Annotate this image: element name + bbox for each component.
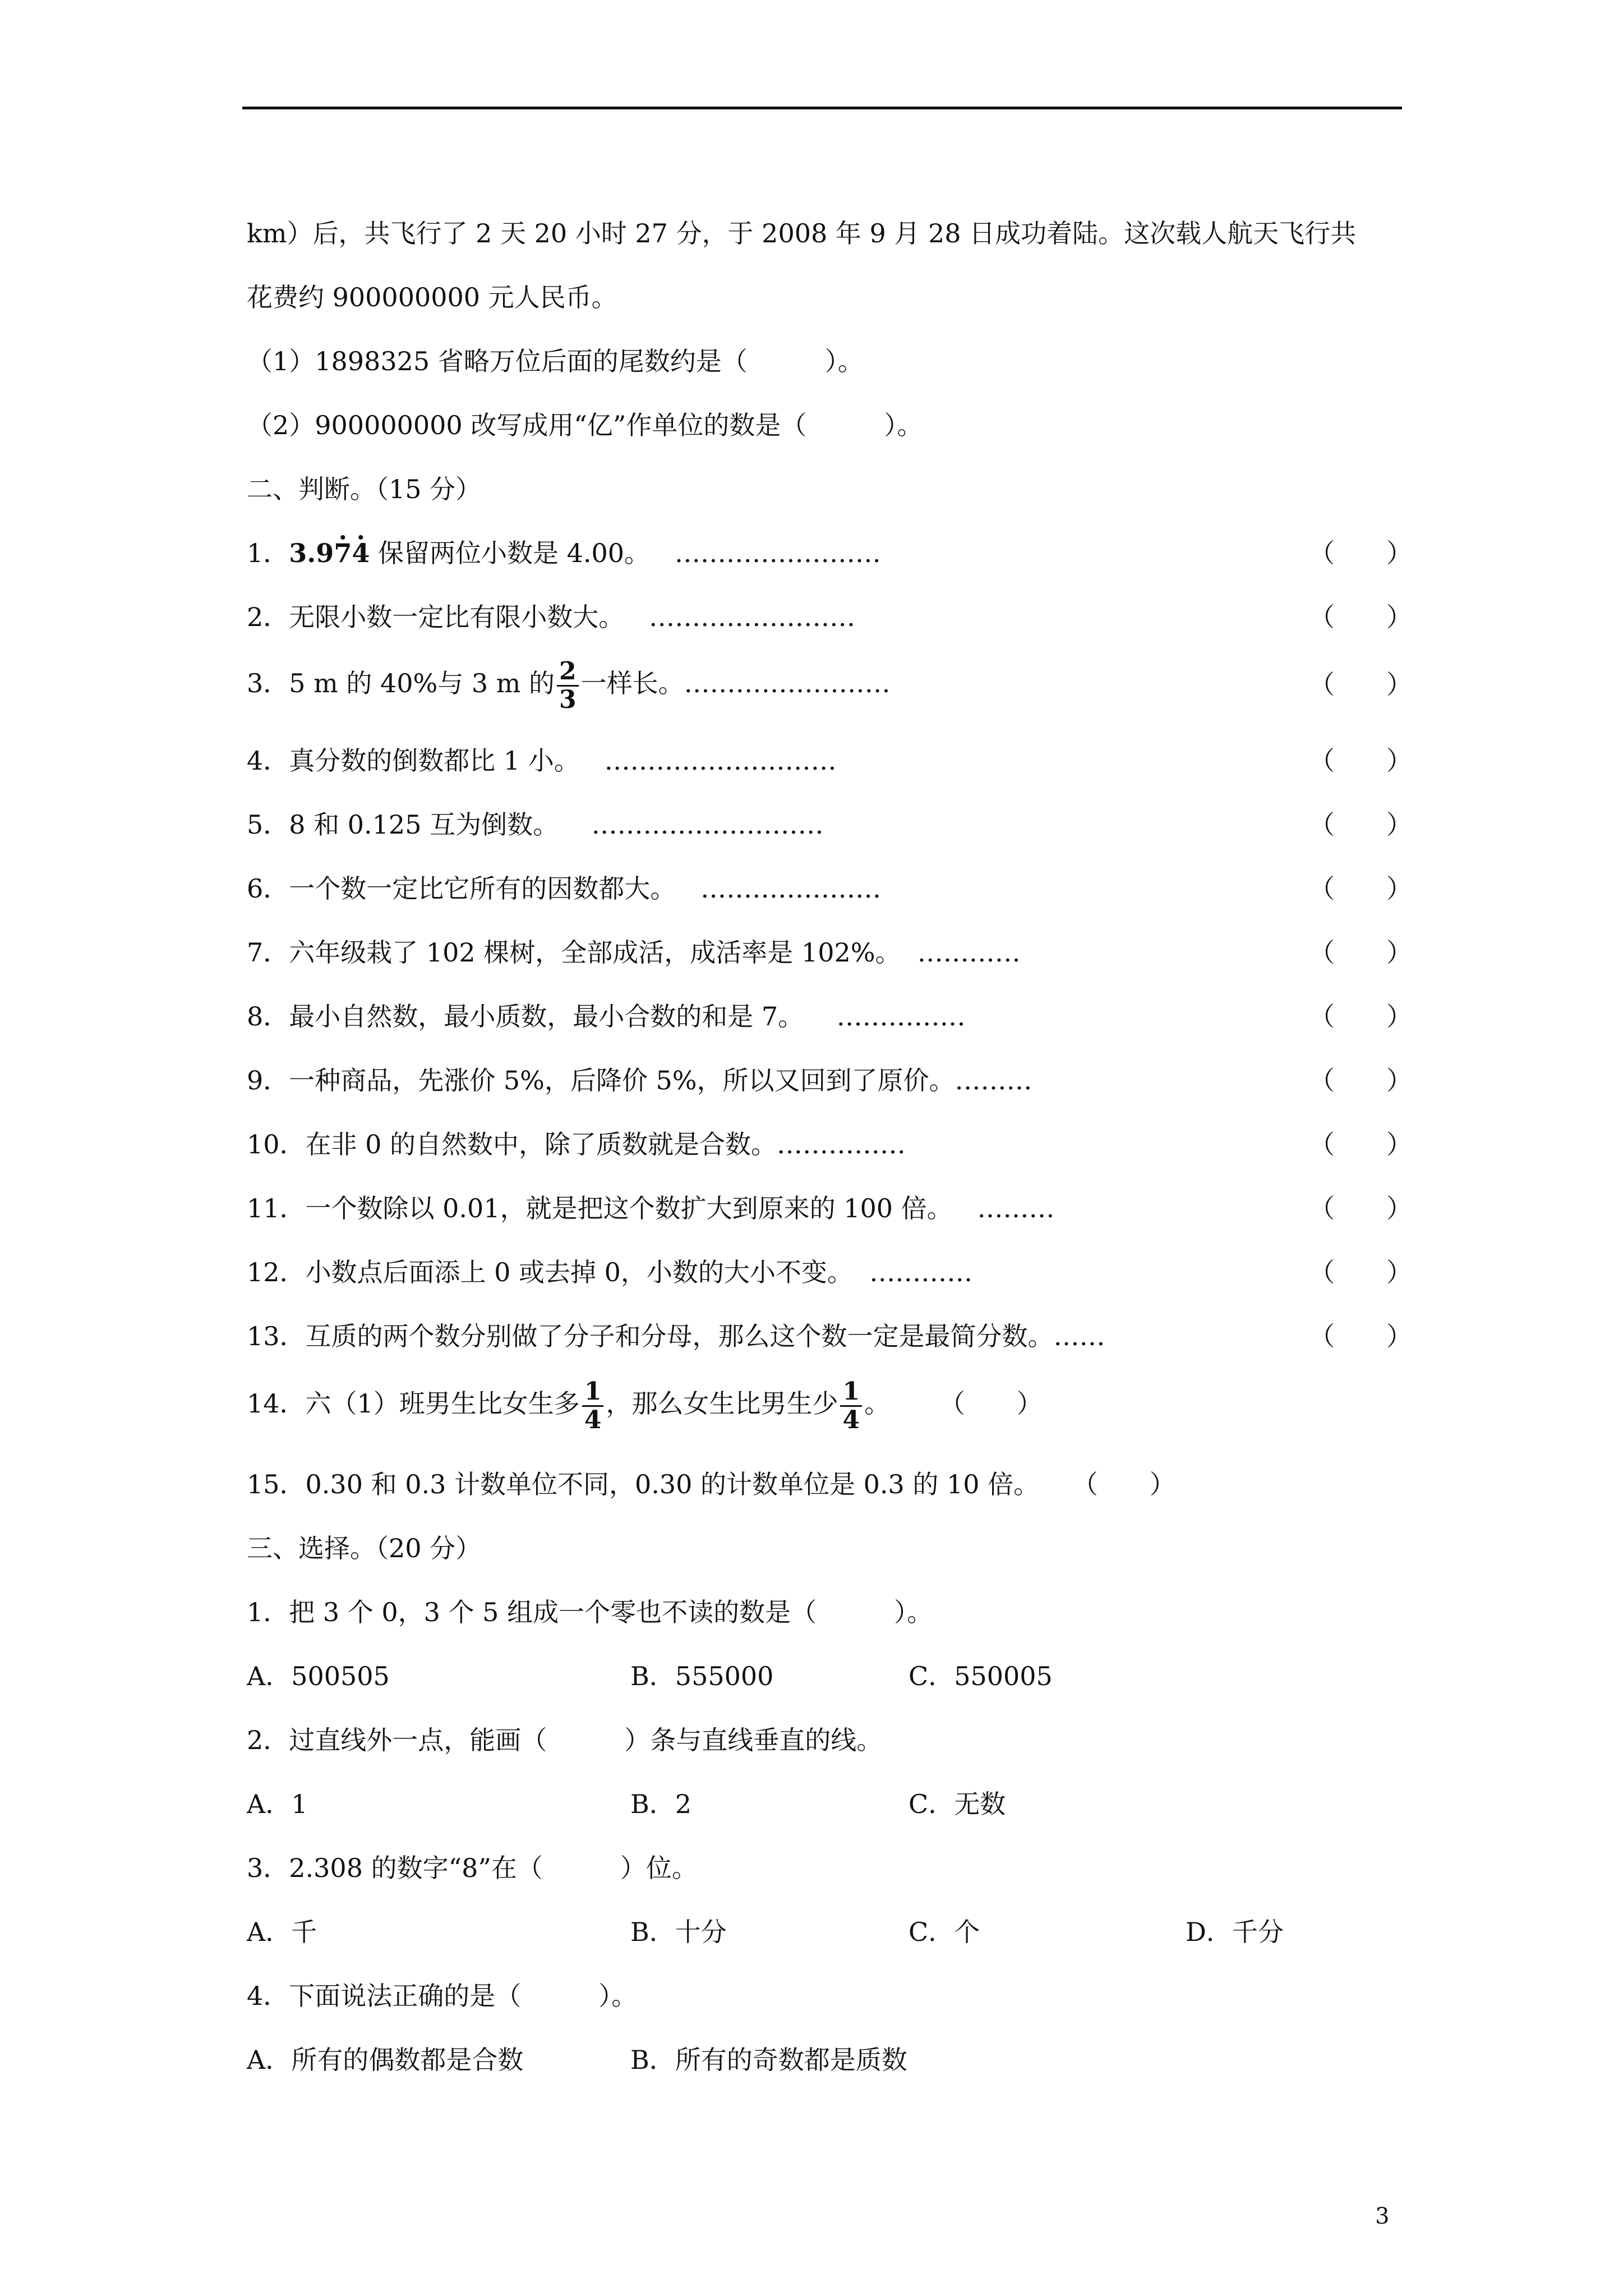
answer-paren-1[interactable]: （ ） [1309, 538, 1412, 568]
context-line-1: km）后，共飞行了 2 天 20 小时 27 分，于 2008 年 9 月 28 日成功着陆。这次载人航天飞行共 [247, 218, 1357, 249]
judge-q11: 11．一个数除以 0.01，就是把这个数扩大到原来的 100 倍。 ……… [247, 1193, 1055, 1223]
fraction-one-fourth: $\frac{1}{4}$ [582, 1378, 604, 1434]
choice-q2: 2．过直线外一点，能画（ ）条与直线垂直的线。 [247, 1725, 883, 1755]
answer-paren-5[interactable]: （ ） [1309, 809, 1412, 840]
judge-q8: 8．最小自然数，最小质数，最小合数的和是 7。 …………… [247, 1001, 966, 1032]
judge-q4: 4．真分数的倒数都比 1 小。 ……………………… [247, 746, 837, 776]
repeating-decimal: 3.97 ·4 · [289, 538, 370, 568]
context-line-2: 花费约 900000000 元人民币。 [247, 282, 617, 312]
leader-dots: …………… [836, 1001, 966, 1032]
answer-paren-13[interactable]: （ ） [1309, 1321, 1412, 1351]
answer-paren-9[interactable]: （ ） [1309, 1065, 1412, 1096]
judge-q3: 3．5 m 的 40%与 3 m 的 $\frac{2}{3}$ 一样长。…………………… [247, 656, 891, 714]
leader-dots: ………………… [700, 873, 882, 904]
choice-q3: 3．2.308 的数字“8”在（ ）位。 [247, 1853, 698, 1883]
choice-q3-option-c[interactable]: C．个 [909, 1917, 980, 1947]
choice-q2-option-c[interactable]: C．无数 [909, 1789, 1006, 1819]
judge-q15: 15．0.30 和 0.3 计数单位不同，0.30 的计数单位是 0.3 的 10 倍。 （ ） [247, 1469, 1175, 1499]
choice-q1-option-b[interactable]: B．555000 [630, 1661, 774, 1691]
sub-question-2: （2）900000000 改写成用“亿”作单位的数是（ ）。 [247, 410, 923, 440]
answer-paren-10[interactable]: （ ） [1309, 1129, 1412, 1159]
answer-paren-12[interactable]: （ ） [1309, 1257, 1412, 1287]
choice-q4-option-b[interactable]: B．所有的奇数都是质数 [630, 2045, 907, 2075]
judge-q10: 10．在非 0 的自然数中，除了质数就是合数。…………… [247, 1129, 906, 1159]
leader-dots: …………………… [674, 538, 881, 568]
leader-dots: …………………… [649, 602, 856, 632]
judge-q13: 13．互质的两个数分别做了分子和分母，那么这个数一定是最简分数。…… [247, 1321, 1105, 1351]
leader-dots: …………… [777, 1129, 906, 1159]
leader-dots: ………… [917, 937, 1021, 968]
judge-q7: 7．六年级栽了 102 棵树，全部成活，成活率是 102%。 ………… [247, 937, 1021, 968]
answer-paren-14[interactable]: （ ） [939, 1388, 1043, 1419]
judge-q2: 2．无限小数一定比有限小数大。 …………………… [247, 602, 856, 632]
choice-q4-option-a[interactable]: A．所有的偶数都是合数 [247, 2045, 524, 2075]
judge-q9: 9．一种商品，先涨价 5%，后降价 5%，所以又回到了原价。……… [247, 1065, 1032, 1096]
judge-q1: 1．3.97 ·4 · 保留两位小数是 4.00。 …………………… [247, 536, 881, 570]
choice-q1-option-c[interactable]: C．550005 [909, 1661, 1053, 1691]
leader-dots: ……… [955, 1065, 1032, 1096]
choice-q3-option-a[interactable]: A．千 [247, 1917, 317, 1947]
answer-paren-7[interactable]: （ ） [1309, 937, 1412, 968]
leader-dots: …… [1053, 1321, 1105, 1351]
answer-paren-8[interactable]: （ ） [1309, 1001, 1412, 1032]
fraction-two-thirds: $\frac{2}{3}$ [557, 658, 579, 714]
sub-question-1: （1）1898325 省略万位后面的尾数约是（ ）。 [247, 346, 864, 376]
judge-q6: 6．一个数一定比它所有的因数都大。 ………………… [247, 873, 882, 904]
judge-q14: 14．六（1）班男生比女生多 $\frac{1}{4}$ ，那么女生比男生少 $\frac{1}{4}$ 。 （ ） [247, 1377, 1043, 1434]
section-judge-heading: 二、判断。（15 分） [247, 474, 482, 504]
answer-paren-15[interactable]: （ ） [1072, 1469, 1175, 1499]
leader-dots: ……………………… [591, 809, 824, 840]
leader-dots: ………… [869, 1257, 973, 1287]
answer-paren-3[interactable]: （ ） [1309, 669, 1412, 700]
choice-q4: 4．下面说法正确的是（ ）。 [247, 1981, 638, 2011]
answer-paren-4[interactable]: （ ） [1309, 746, 1412, 776]
leader-dots: ……………………… [604, 746, 837, 776]
choice-q1: 1．把 3 个 0，3 个 5 组成一个零也不读的数是（ ）。 [247, 1597, 933, 1627]
choice-q1-option-a[interactable]: A．500505 [247, 1661, 390, 1691]
answer-paren-2[interactable]: （ ） [1309, 602, 1412, 632]
judge-q12: 12．小数点后面添上 0 或去掉 0，小数的大小不变。 ………… [247, 1257, 973, 1287]
choice-q3-option-b[interactable]: B．十分 [630, 1917, 727, 1947]
page-number: 3 [1375, 2203, 1390, 2229]
leader-dots: …………………… [684, 668, 891, 698]
section-choice-heading: 三、选择。（20 分） [247, 1533, 482, 1563]
choice-q2-option-b[interactable]: B．2 [630, 1789, 692, 1819]
answer-paren-6[interactable]: （ ） [1309, 873, 1412, 904]
fraction-one-fourth: $\frac{1}{4}$ [840, 1378, 862, 1434]
answer-paren-11[interactable]: （ ） [1309, 1193, 1412, 1223]
judge-q5: 5．8 和 0.125 互为倒数。 ……………………… [247, 809, 824, 840]
leader-dots: ……… [977, 1193, 1055, 1223]
choice-q3-option-d[interactable]: D．千分 [1186, 1917, 1284, 1947]
header-rule [242, 107, 1402, 109]
choice-q2-option-a[interactable]: A．1 [247, 1789, 308, 1819]
